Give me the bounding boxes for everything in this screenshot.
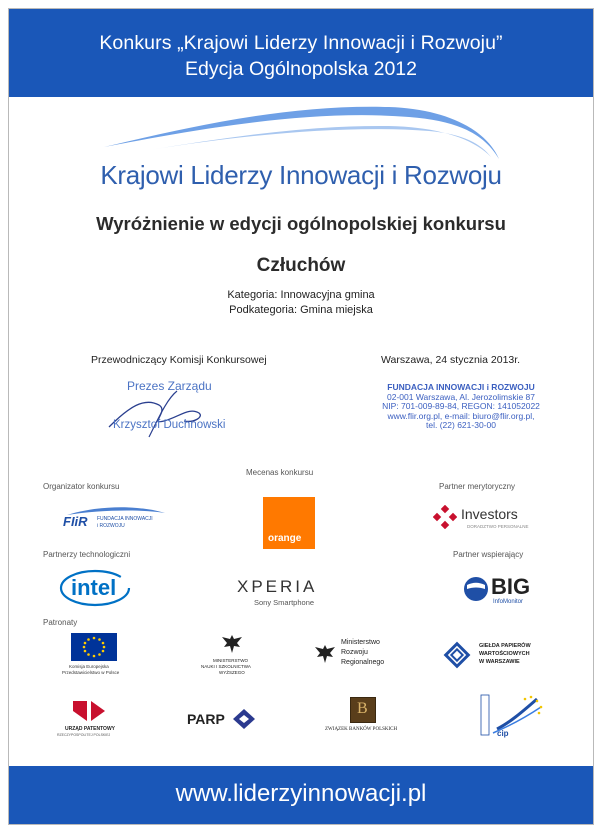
award-winner: Człuchów bbox=[256, 255, 346, 276]
footer-band bbox=[9, 766, 593, 824]
cip-text: cip bbox=[497, 729, 509, 738]
investors-subtext: DORADZTWO PERSONALNE bbox=[467, 524, 529, 529]
min-sci-text-1: MINISTERSTWO bbox=[213, 658, 248, 663]
min-sci-text-2: NAUKI I SZKOLNICTWA bbox=[201, 664, 251, 669]
big-subtext: InfoMonitor bbox=[493, 599, 524, 605]
chair-label: Przewodniczący Komisji Konkursowej bbox=[91, 354, 267, 366]
xperia-subtext: Sony Smartphone bbox=[254, 598, 315, 607]
foundation-stamp bbox=[351, 383, 571, 431]
zbp-emblem-icon: B bbox=[350, 697, 376, 723]
ec-logo bbox=[61, 633, 129, 679]
edition-title: Edycja Ogólnopolska 2012 bbox=[185, 58, 417, 80]
min-sci-text-3: WYŻSZEGO bbox=[219, 670, 245, 675]
gpw-text-2: WARTOŚCIOWYCH bbox=[479, 651, 530, 657]
orange-logo bbox=[263, 497, 315, 549]
certificate-page bbox=[8, 8, 594, 825]
investors-text: Investors bbox=[461, 506, 518, 522]
min-reg-text-2: Rozwoju bbox=[341, 649, 368, 656]
intel-logo bbox=[59, 567, 131, 609]
label-organizer: Organizator konkursu bbox=[43, 482, 120, 491]
patent-text-1: URZĄD PATENTOWY bbox=[65, 726, 115, 732]
program-logo: Krajowi Liderzy Innowacji i Rozwoju bbox=[100, 160, 502, 190]
award-title: Wyróżnienie w edycji ogólnopolskiej konkursu bbox=[96, 213, 506, 234]
contest-title: Konkurs „Krajowi Liderzy Innowacji i Rozwoju” bbox=[99, 32, 503, 54]
flir-text-2: i ROZWOJU bbox=[97, 523, 125, 529]
award-category: Kategoria: Innowacyjna gmina bbox=[227, 289, 375, 301]
signer-role: Prezes Zarządu bbox=[127, 379, 212, 393]
stamp-ids: NIP: 701-009-89-84, REGON: 141052022 bbox=[382, 401, 540, 411]
gpw-text-1: GIEŁDA PAPIERÓW bbox=[479, 643, 531, 649]
eagle-emblem-icon bbox=[220, 633, 244, 655]
orange-text: orange bbox=[268, 533, 302, 544]
min-reg-text-1: Ministerstwo bbox=[341, 639, 380, 646]
stamp-name: FUNDACJA INNOWACJI i ROZWOJU bbox=[387, 382, 535, 392]
eagle-emblem-icon bbox=[313, 643, 337, 667]
award-subcategory: Podkategoria: Gmina miejska bbox=[229, 304, 373, 316]
stamp-phone: tel. (22) 621-30-00 bbox=[426, 420, 496, 430]
patent-mark-icon bbox=[71, 699, 107, 723]
cip-graphic-icon bbox=[479, 693, 549, 741]
eu-flag-icon bbox=[71, 633, 117, 661]
ec-text-2: Przedstawicielstwo w Polsce bbox=[62, 670, 120, 675]
gpw-mark-icon bbox=[443, 641, 471, 669]
gpw-text-3: W WARSZAWIE bbox=[479, 659, 520, 665]
xperia-text: XPERIA bbox=[237, 577, 318, 596]
investors-logo bbox=[433, 503, 543, 533]
flir-mark: FIiR bbox=[63, 514, 88, 529]
big-logo bbox=[463, 573, 543, 609]
label-tech-partners: Partnerzy technologiczni bbox=[43, 550, 131, 559]
label-merit-partner: Partner merytoryczny bbox=[439, 482, 516, 491]
zbp-text: ZWIĄZEK BANKÓW POLSKICH bbox=[325, 727, 398, 732]
parp-mark-icon bbox=[231, 707, 257, 731]
zbp-logo bbox=[321, 697, 405, 739]
label-patron-sponsor: Mecenas konkursu bbox=[246, 468, 314, 477]
ec-text-1: Komisja Europejska bbox=[69, 664, 109, 669]
patent-text-2: RZECZYPOSPOLITEJ POLSKIEJ bbox=[57, 733, 111, 737]
signer-name: Krzysztof Duchnowski bbox=[113, 419, 226, 431]
big-globe-icon bbox=[463, 576, 489, 602]
footer-url[interactable]: www.liderzyinnowacji.pl bbox=[175, 780, 427, 807]
big-text: BIG bbox=[491, 574, 531, 599]
parp-text: PARP bbox=[187, 711, 225, 727]
stamp-contact: www.flir.org.pl, e-mail: biuro@flir.org.pl, bbox=[387, 410, 535, 421]
date-place: Warszawa, 24 stycznia 2013r. bbox=[381, 354, 521, 366]
patent-office-logo bbox=[49, 699, 129, 743]
flir-text-1: FUNDACJA INNOWACJI bbox=[97, 516, 153, 522]
min-reg-text-3: Regionalnego bbox=[341, 659, 385, 666]
cip-logo bbox=[479, 693, 549, 741]
label-support-partner: Partner wspierający bbox=[453, 550, 524, 559]
intel-text: intel bbox=[71, 575, 117, 600]
min-regional-logo bbox=[313, 639, 393, 679]
gpw-logo bbox=[443, 637, 553, 677]
flir-logo bbox=[59, 505, 169, 535]
label-patronage: Patronaty bbox=[43, 618, 78, 627]
investors-mark-icon bbox=[433, 505, 457, 529]
min-science-logo bbox=[191, 633, 273, 683]
stamp-address: 02-001 Warszawa, Al. Jerozolimskie 87 bbox=[386, 391, 536, 402]
